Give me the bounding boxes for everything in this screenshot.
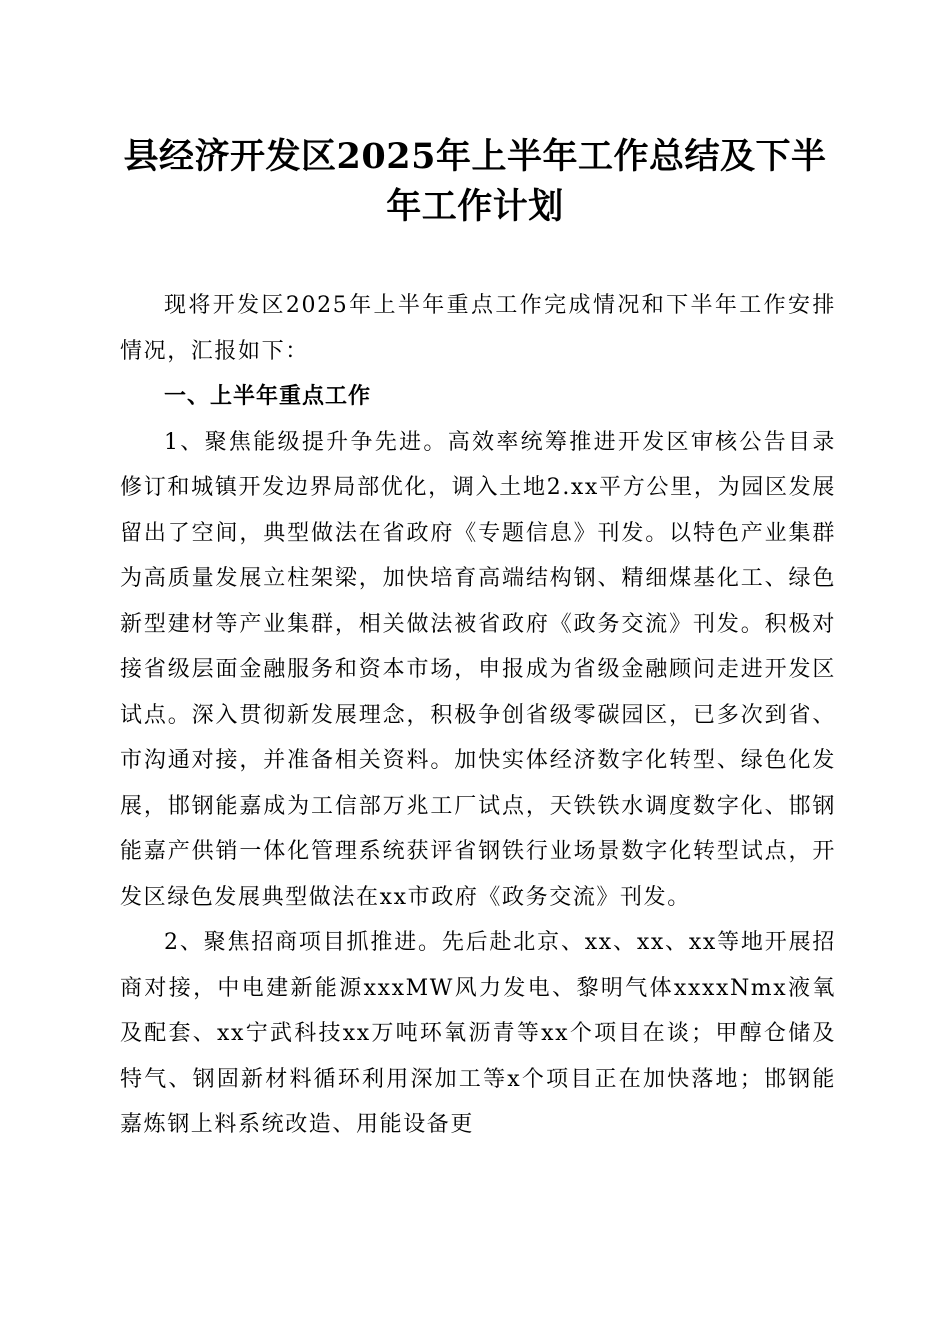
document-title xyxy=(110,132,840,232)
intro-paragraph: 现将开发区2025年上半年重点工作完成情况和下半年工作安排情况，汇报如下： xyxy=(120,293,836,364)
paragraph-2: 2、聚焦招商项目抓推进。先后赴北京、xx、xx、xx等地开展招商对接，中电建新能源xxxMW风力发电、黎明气体xxxxNmx液氧及配套、xx宁武科技xx万吨环氧沥青等xx个项目在谈；甲醇仓储及特气、钢固新材料循环利用深加工等x个项目正在加快落地；邯钢能嘉炼钢上料系统改造、用能设备更 xyxy=(120,930,836,1137)
document-body xyxy=(120,283,836,1148)
title-line-2: 年工作计划 xyxy=(386,186,564,227)
section-heading: 一、上半年重点工作 xyxy=(164,384,372,409)
title-line-1: 县经济开发区2025年上半年工作总结及下半 xyxy=(123,136,827,177)
paragraph-1: 1、聚焦能级提升争先进。高效率统筹推进开发区审核公告目录修订和城镇开发边界局部优化，调入土地2.xx平方公里，为园区发展留出了空间，典型做法在省政府《专题信息》刊发。以特色产业集群为高质量发展立柱架梁，加快培育高端结构钢、精细煤基化工、绿色新型建材等产业集群，相关做法被省政府《政务交流》刊发。积极对接省级层面金融服务和资本市场，申报成为省级金融顾问走进开发区试点。深入贯彻新发展理念，积极争创省级零碳园区，已多次到省、市沟通对接，并准备相关资料。加快实体经济数字化转型、绿色化发展，邯钢能嘉成为工信部万兆工厂试点，天铁铁水调度数字化、邯钢能嘉产供销一体化管理系统获评省钢铁行业场景数字化转型试点，开发区绿色发展典型做法在xx市政府《政务交流》刊发。 xyxy=(120,429,836,910)
